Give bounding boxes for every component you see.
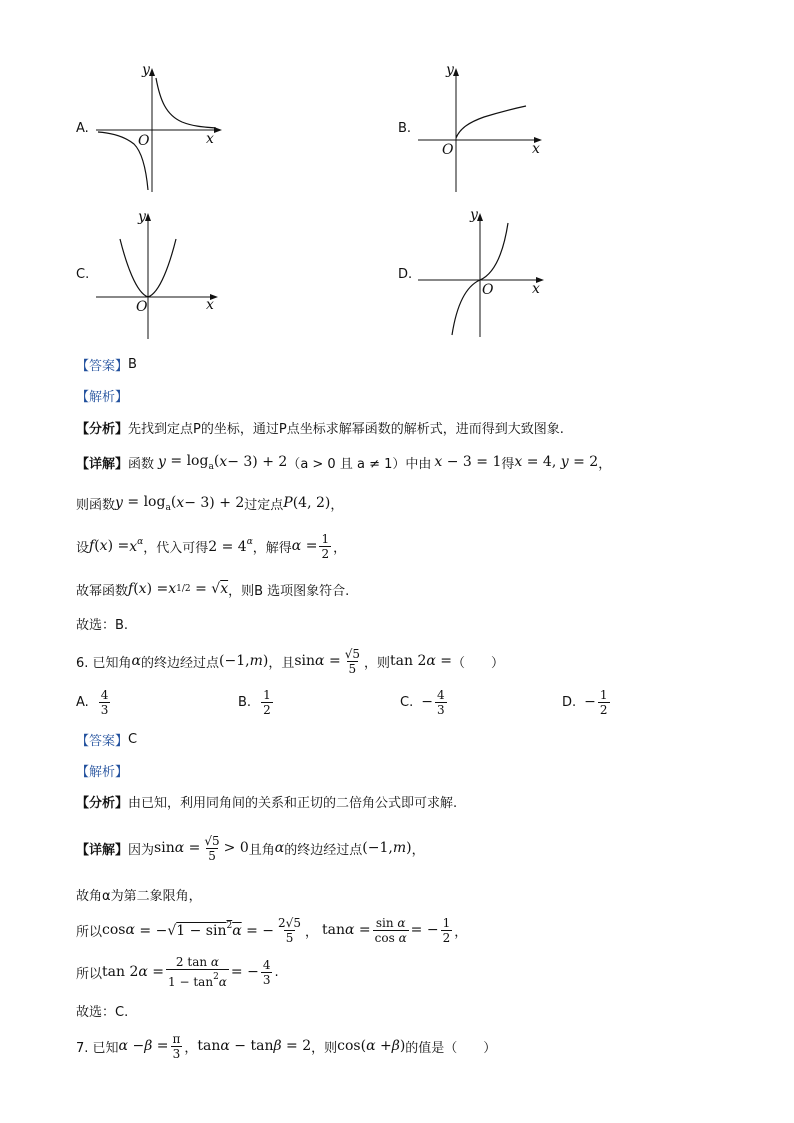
graph-b: [412, 60, 552, 195]
graph-d-x: x: [532, 281, 540, 297]
text: 故选：B.: [76, 617, 129, 633]
q6-detail-line1: 【详解】 因为 sin α = $\frac{√5}{5}$ > 0 且角 α 的终边经过点 (−1, m ) ，: [76, 833, 425, 863]
text: 的终边经过点: [141, 655, 220, 671]
q5-analysis-heading: [76, 381, 128, 409]
option-a-label: A.: [76, 121, 89, 136]
q6-detail-line2: [76, 880, 202, 908]
text: ，且: [268, 655, 295, 671]
text: 所以: [76, 924, 103, 940]
q6-option-a[interactable]: A. $\frac{4}{3}$: [76, 687, 109, 717]
q5-fenxi: [76, 413, 564, 441]
q6-analysis-heading: [76, 756, 128, 784]
graph-b-y: y: [446, 62, 454, 78]
text: 过定点: [244, 497, 284, 513]
answer-tag: 【答案】: [76, 733, 129, 749]
graph-c-o: O: [136, 299, 148, 315]
answer-tag: 【答案】: [76, 358, 129, 374]
graph-a-o: O: [138, 133, 150, 149]
text: ，代入可得: [143, 540, 209, 556]
q6-option-d[interactable]: D. − $\frac{1}{2}$: [562, 687, 608, 717]
q6-detail-line4: 所以 tan 2 α = $\frac{\text{2 tan α}}{1 - \tan^2\alpha}$ = − $\frac{4}{3}$ .: [76, 955, 279, 989]
q5-conclusion: [76, 609, 128, 637]
detail-tag: 【详解】: [76, 456, 129, 472]
text: ，: [454, 924, 468, 940]
text: 所以: [76, 966, 103, 982]
analysis-tag: 【解析】: [76, 389, 129, 405]
q7-stem: 7. 已知 α − β = $\frac{\pi}{3}$ ， tan α − tan β = 2 ，则 cos( α + β ) 的值是（ ）: [76, 1031, 497, 1061]
option-d-label: D.: [398, 267, 413, 282]
text: 6. 已知角: [76, 655, 132, 671]
text: ，: [304, 924, 318, 940]
q5-answer: [76, 350, 137, 378]
fenxi-text: 由已知，利用同角间的关系和正切的二倍角公式即可求解.: [128, 795, 458, 811]
text: （: [287, 456, 301, 472]
text: 函数: [128, 456, 155, 472]
text: 7. 已知: [76, 1040, 119, 1056]
option-b-label: B.: [398, 121, 412, 136]
text: 得: [501, 456, 515, 472]
fenxi-text: 先找到定点P的坐标，通过P点坐标求解幂函数的解析式，进而得到大致图象.: [128, 421, 564, 437]
graph-b-x: x: [532, 141, 540, 157]
q5-detail-line3: 设 f ( x ) = $x^\alpha$ ，代入可得 $2 = 4^\alpha$ ，解得 α = $\frac{1}{2}$ ，: [76, 531, 347, 561]
condition: a > 0 且 a ≠ 1: [300, 456, 393, 472]
option-label: B.: [238, 694, 252, 710]
q6-conclusion: [76, 996, 128, 1024]
graph-b-o: O: [442, 142, 454, 158]
fenxi-tag: 【分析】: [76, 795, 129, 811]
q6-option-c[interactable]: C. − $\frac{4}{3}$: [400, 687, 445, 717]
text: ，: [184, 1040, 198, 1056]
text: 且角: [248, 842, 275, 858]
option-label: A.: [76, 694, 89, 710]
answer-value: B: [128, 356, 137, 372]
graph-c-x: x: [206, 297, 214, 313]
graph-d-o: O: [482, 282, 494, 298]
graph-c: [90, 205, 230, 340]
text: 则函数: [76, 497, 116, 513]
analysis-tag: 【解析】: [76, 764, 129, 780]
graph-c-y: y: [138, 209, 146, 225]
option-label: D.: [562, 694, 577, 710]
graph-a: [90, 60, 230, 195]
graph-d-y: y: [470, 207, 478, 223]
fenxi-tag: 【分析】: [76, 421, 129, 437]
text: ，则B 选项图象符合.: [228, 583, 350, 599]
text: 故幂函数: [76, 583, 129, 599]
graph-d: [412, 205, 552, 340]
detail-tag: 【详解】: [76, 842, 129, 858]
graph-a-y: y: [142, 62, 150, 78]
answer-value: C: [128, 731, 138, 747]
text: ，: [411, 842, 425, 858]
text: ）中由: [392, 456, 432, 472]
option-label: C.: [400, 694, 414, 710]
text: ，则: [363, 655, 390, 671]
text: ，: [333, 540, 347, 556]
text: 的值是（ ）: [405, 1040, 497, 1056]
graph-a-x: x: [206, 131, 214, 147]
q5-detail-line4: 故幂函数 f ( x ) = x 1/2 = √ x ，则B 选项图象符合.: [76, 581, 350, 599]
text: .: [274, 964, 279, 980]
q6-answer: [76, 725, 137, 753]
q6-option-b[interactable]: B. $\frac{1}{2}$: [238, 687, 271, 717]
text: 因为: [128, 842, 155, 858]
text: ，: [330, 497, 344, 513]
q5-detail-line2: 则函数 y = $\log_a$( x − 3) + 2 过定点 P (4, 2) ，: [76, 493, 344, 513]
q6-detail-line3: 所以 cos α = $-√1 - \sin^2\alpha$ = − $\frac{2√5}{5}$ ， tan α = $\frac{\text{sin α}}{\text{cos α}}$ = − $\frac{1}{2}$ ，: [76, 915, 468, 945]
text: 故选：C.: [76, 1004, 129, 1020]
text: 故角α为第二象限角，: [76, 888, 202, 904]
q5-detail-line1: 【详解】 函数 y = $\log_a$( x − 3) + 2 （ a > 0 且 a ≠ 1 ）中由 x − 3 = 1 得 x = 4, y = 2 ，: [76, 452, 612, 472]
text: 的终边经过点: [284, 842, 363, 858]
text: ，: [598, 456, 612, 472]
text: ，则: [311, 1040, 338, 1056]
q6-stem: 6. 已知角 α 的终边经过点 (−1, m ) ，且 sin α = $\frac{√5}{5}$ ，则 tan 2 α = （ ）: [76, 646, 505, 676]
text: 设: [76, 540, 90, 556]
text: ，解得: [252, 540, 292, 556]
q6-fenxi: [76, 787, 457, 815]
text: （ ）: [452, 655, 505, 671]
option-c-label: C.: [76, 267, 90, 282]
